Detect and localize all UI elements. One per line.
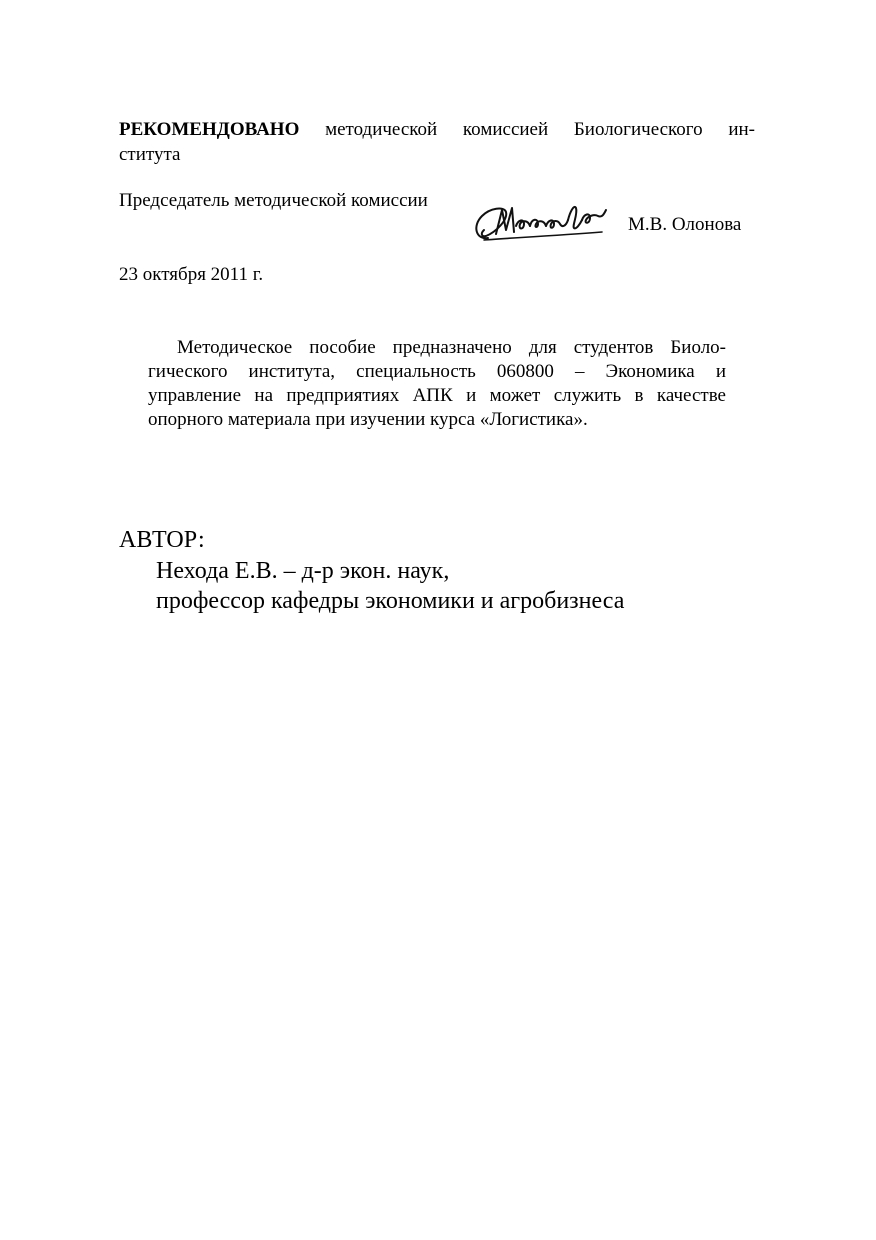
signature-image — [470, 196, 612, 246]
description-line-3: управление на предприятиях АПК и может служить в качестве — [148, 385, 726, 406]
approval-date: 23 октября 2011 г. — [119, 264, 264, 285]
chairman-name: М.В. Олонова — [628, 214, 742, 235]
description-line-1: Методическое пособие предназначено для студентов Биоло- — [177, 337, 726, 358]
recommendation-text-1: методической комиссией Биологического ин- — [325, 119, 755, 140]
recommendation-line-1 — [119, 118, 755, 142]
description-line-2: гического института, специальность 060800 – Экономика и — [148, 361, 726, 382]
author-heading: АВТОР: — [119, 527, 205, 553]
description-line-4: опорного материала при изучении курса «Логистика». — [148, 409, 588, 430]
chairman-title: Председатель методической комиссии — [119, 190, 428, 211]
author-name: Нехода Е.В. – д-р экон. наук, — [156, 558, 450, 584]
recommendation-label: РЕКОМЕНДОВАНО — [119, 119, 300, 140]
author-position: профессор кафедры экономики и агробизнеса — [156, 588, 625, 614]
recommendation-line-2: ститута — [119, 144, 181, 165]
